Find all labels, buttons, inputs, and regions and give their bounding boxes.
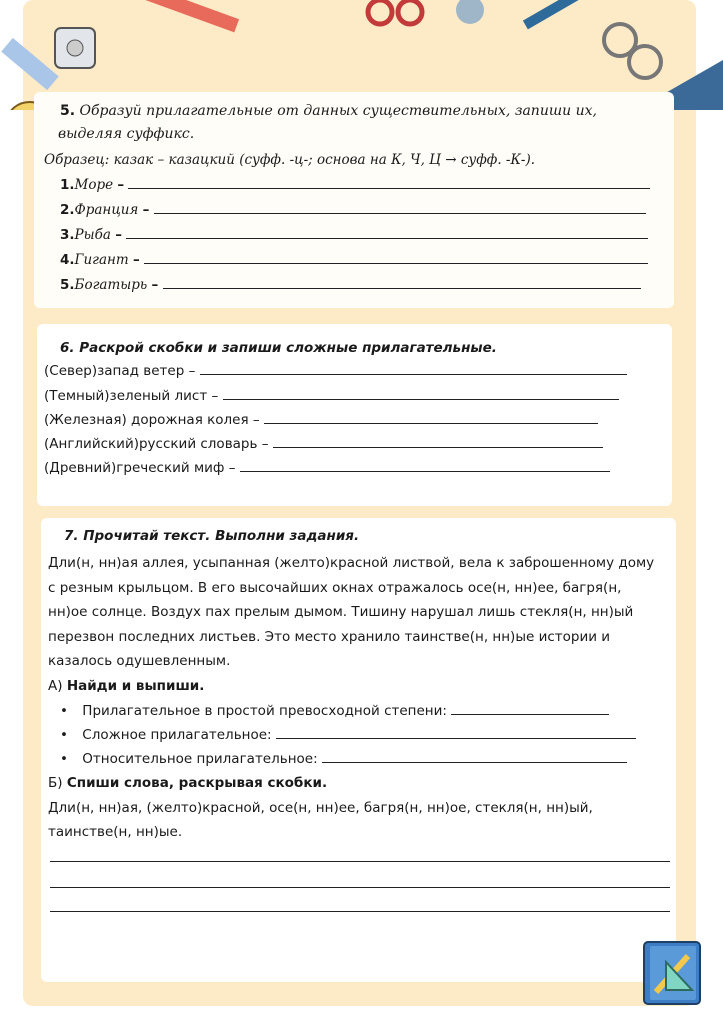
item-dash: – [142, 202, 150, 218]
task5-item-4 [60, 250, 648, 270]
answer-line[interactable] [273, 434, 603, 448]
task6-item-3 [44, 410, 598, 430]
pin-icon [456, 0, 484, 24]
answer-line[interactable] [200, 361, 627, 375]
item-number: 3. [60, 227, 75, 243]
task5-title-text: Образуй прилагательные от данных существительных, запиши их, [79, 103, 597, 119]
item-dash: – [151, 277, 159, 293]
item-text: (Темный)зеленый лист – [44, 388, 219, 404]
pencil-icon [131, 0, 239, 32]
answer-line[interactable] [144, 250, 648, 264]
sharpener-icon [55, 28, 95, 68]
task7-title: 7. Прочитай текст. Выполни задания. [64, 528, 360, 544]
part-b-label: Б) [48, 775, 63, 791]
task7-bullet-3 [60, 749, 627, 769]
item-word: Гигант [74, 252, 129, 268]
item-word: Богатырь [74, 277, 148, 293]
answer-line[interactable] [223, 386, 619, 400]
bullet-icon: • [60, 703, 68, 719]
bullet-icon: • [60, 751, 68, 767]
answer-line[interactable] [451, 701, 609, 715]
bullet-text: Относительное прилагательное: [82, 751, 318, 767]
answer-line[interactable] [264, 410, 598, 424]
task7-part-b-line-2: таинстве(н, нн)ые. [48, 824, 183, 840]
item-number: 2. [60, 202, 75, 218]
book-icon [636, 932, 712, 1010]
task5-example: Образец: казак – казацкий (суфф. -ц-; основа на К, Ч, Ц → суфф. -К-). [44, 152, 536, 168]
task6-item-1 [44, 361, 627, 381]
task5-number: 5. [60, 103, 76, 119]
task7-bullet-1 [60, 701, 609, 721]
scissors-icon [368, 0, 422, 24]
answer-line[interactable] [322, 749, 627, 763]
part-a-title: Найди и выпиши. [66, 678, 205, 694]
task6-item-2 [44, 386, 619, 406]
writing-line-1[interactable] [50, 861, 670, 862]
part-b-title: Спиши слова, раскрывая скобки. [66, 775, 328, 791]
writing-line-2[interactable] [50, 887, 670, 888]
bullet-icon: • [60, 727, 68, 743]
task7-bullet-2 [60, 725, 636, 745]
item-dash: – [115, 227, 122, 243]
answer-line[interactable] [128, 175, 650, 189]
task7-part-b [48, 773, 327, 793]
bullet-text: Прилагательное в простой превосходной степени: [82, 703, 447, 719]
item-word: Рыба [74, 227, 111, 243]
task7-text-line-3: нн)ое солнце. Воздух пах прелым дымом. Тишину нарушал лишь стекля(н, нн)ый [48, 604, 634, 620]
scissors-right-icon [604, 24, 661, 78]
task6-item-4 [44, 434, 603, 454]
task6-title: 6. Раскрой скобки и запиши сложные прилагательные. [60, 340, 497, 356]
item-dash: – [117, 177, 125, 193]
item-number: 4. [60, 252, 75, 268]
item-dash: – [133, 252, 140, 268]
task7-text-line-1: Дли(н, нн)ая аллея, усыпанная (желто)красной листвой, вела к заброшенному дому [48, 555, 655, 571]
writing-line-3[interactable] [50, 911, 670, 912]
item-word: Море [74, 177, 114, 193]
item-text: (Древний)греческий миф – [44, 460, 236, 476]
part-a-label: А) [48, 678, 63, 694]
answer-line[interactable] [276, 725, 636, 739]
task5-item-2 [60, 200, 646, 220]
item-text: (Железная) дорожная колея – [44, 412, 260, 428]
task5-title [60, 101, 597, 121]
item-word: Франция [74, 202, 139, 218]
item-number: 1. [60, 177, 75, 193]
item-text: (Английский)русский словарь – [44, 436, 269, 452]
task7-part-b-line-1: Дли(н, нн)ая, (желто)красной, осе(н, нн)ее, багря(н, нн)ое, стекля(н, нн)ый, [48, 800, 593, 816]
task7-text-line-4: перезвон последних листьев. Это место хранило таинстве(н, нн)ые истории и [48, 629, 611, 645]
ruler-icon [1, 38, 59, 90]
answer-line[interactable] [240, 458, 610, 472]
item-text: (Север)запад ветер – [44, 363, 196, 379]
task7-text-line-2: с резным крыльцом. В его высочайших окнах отражалось осе(н, нн)ее, багря(н, [48, 580, 622, 596]
task7-part-a [48, 676, 204, 696]
brush-icon [523, 0, 597, 29]
task7-text-line-5: казалось одушевленным. [48, 653, 231, 669]
answer-line[interactable] [154, 200, 646, 214]
task5-item-3 [60, 225, 648, 245]
answer-line[interactable] [126, 225, 648, 239]
task5-item-5 [60, 275, 641, 295]
answer-line[interactable] [163, 275, 641, 289]
item-number: 5. [60, 277, 75, 293]
bullet-text: Сложное прилагательное: [82, 727, 272, 743]
task6-item-5 [44, 458, 610, 478]
task5-item-1 [60, 175, 650, 195]
task5-title-cont: выделяя суффикс. [58, 126, 195, 142]
